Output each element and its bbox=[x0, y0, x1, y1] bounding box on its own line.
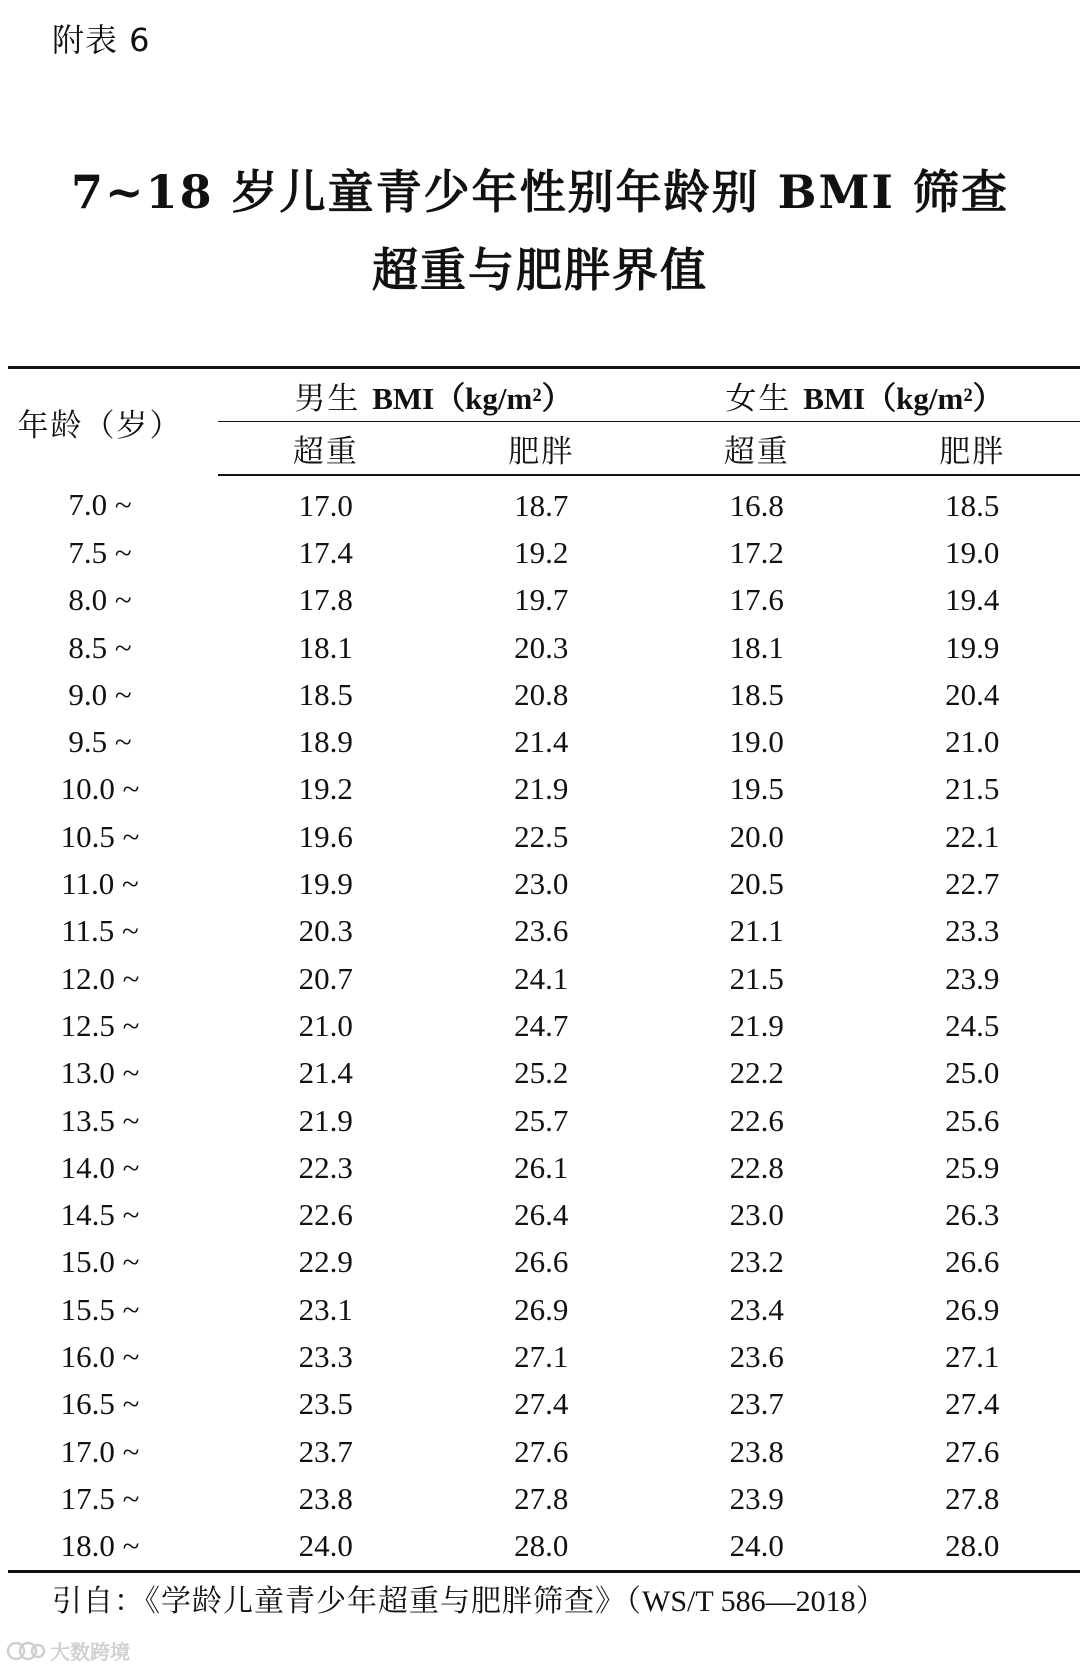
table-row bbox=[8, 1050, 1080, 1097]
cell-female-overweight: 20.5 bbox=[729, 866, 784, 902]
bmi-cutoff-table bbox=[8, 366, 1080, 1573]
cell-female-obese: 19.4 bbox=[945, 582, 1000, 618]
cell-female-overweight: 23.4 bbox=[729, 1291, 784, 1327]
cell-male-obese: 19.2 bbox=[514, 534, 569, 570]
cell-age: 12.0 ~ bbox=[60, 960, 140, 996]
cell-male-obese: 27.8 bbox=[514, 1480, 569, 1516]
cell-male-obese: 18.7 bbox=[514, 487, 569, 523]
cell-male-obese: 25.7 bbox=[514, 1102, 569, 1138]
cell-male-obese: 27.6 bbox=[514, 1433, 569, 1469]
cell-male-overweight: 19.2 bbox=[298, 771, 353, 807]
watermark bbox=[6, 1636, 130, 1665]
source-suffix: ） bbox=[855, 1584, 887, 1619]
title-line-2: 超重与肥胖界值 bbox=[372, 243, 708, 297]
cell-age: 8.5 ~ bbox=[68, 629, 132, 665]
female-group-label: 女生 bbox=[725, 380, 792, 417]
cell-male-overweight: 21.9 bbox=[298, 1102, 353, 1138]
cell-male-overweight: 17.4 bbox=[298, 534, 353, 570]
cell-male-obese: 26.4 bbox=[514, 1197, 569, 1233]
cell-age: 15.5 ~ bbox=[60, 1291, 140, 1327]
cell-female-obese: 28.0 bbox=[865, 1523, 1080, 1572]
table-row bbox=[8, 1523, 1080, 1572]
cell-male-obese: 26.9 bbox=[514, 1291, 569, 1327]
table-row bbox=[8, 1191, 1080, 1238]
cell-age: 8.0 ~ bbox=[68, 582, 132, 618]
cell-male-obese: 23.6 bbox=[514, 913, 569, 949]
cell-male-obese: 21.9 bbox=[514, 771, 569, 807]
cell-male-overweight: 18.5 bbox=[298, 676, 353, 712]
cell-age: 10.0 ~ bbox=[60, 771, 140, 807]
cell-female-obese: 27.6 bbox=[945, 1433, 1000, 1469]
cell-female-overweight: 19.0 bbox=[729, 724, 784, 760]
table-row bbox=[8, 1286, 1080, 1333]
cell-female-overweight: 21.5 bbox=[729, 960, 784, 996]
cell-female-obese: 21.0 bbox=[945, 724, 1000, 760]
cell-female-overweight: 18.5 bbox=[729, 676, 784, 712]
male-group-unit: BMI（kg/m²） bbox=[372, 380, 573, 416]
table-row bbox=[8, 1333, 1080, 1380]
cell-age: 15.0 ~ bbox=[60, 1244, 140, 1280]
cell-male-overweight: 22.9 bbox=[298, 1244, 353, 1280]
cell-age: 13.5 ~ bbox=[60, 1102, 140, 1138]
cell-female-obese: 25.6 bbox=[945, 1102, 1000, 1138]
cell-female-obese: 22.1 bbox=[945, 818, 1000, 854]
table-body bbox=[8, 475, 1080, 1571]
cell-age: 9.5 ~ bbox=[68, 724, 132, 760]
female-overweight-header: 超重 bbox=[649, 422, 865, 476]
cell-male-overweight: 17.8 bbox=[298, 582, 353, 618]
watermark-text: 大数跨境 bbox=[50, 1640, 130, 1664]
cell-male-overweight: 23.3 bbox=[298, 1338, 353, 1374]
cell-age: 7.5 ~ bbox=[68, 534, 132, 570]
age-column-header: 年龄（岁） bbox=[8, 368, 218, 476]
cell-male-obese: 24.7 bbox=[514, 1007, 569, 1043]
cell-female-obese: 19.9 bbox=[945, 629, 1000, 665]
cell-age: 14.0 ~ bbox=[60, 1149, 140, 1185]
brand-logo-icon bbox=[6, 1638, 46, 1664]
cell-female-overweight: 20.0 bbox=[729, 818, 784, 854]
cell-age: 11.0 ~ bbox=[61, 866, 139, 902]
title-line-1: 7~18 岁儿童青少年性别年龄别 BMI 筛查 bbox=[71, 165, 1009, 219]
table-row bbox=[8, 624, 1080, 671]
cell-female-overweight: 23.9 bbox=[729, 1480, 784, 1516]
cell-male-overweight: 18.9 bbox=[298, 724, 353, 760]
cell-male-overweight: 21.0 bbox=[298, 1007, 353, 1043]
cell-female-obese: 26.3 bbox=[945, 1197, 1000, 1233]
cell-female-overweight: 21.9 bbox=[729, 1007, 784, 1043]
cell-age: 7.0 ~ bbox=[68, 487, 132, 523]
male-group-label: 男生 bbox=[294, 380, 361, 417]
cell-male-overweight: 24.0 bbox=[218, 1523, 434, 1572]
cell-female-obese: 26.9 bbox=[945, 1291, 1000, 1327]
cell-female-obese: 19.0 bbox=[945, 534, 1000, 570]
table-row bbox=[8, 671, 1080, 718]
cell-age: 12.5 ~ bbox=[60, 1007, 140, 1043]
cell-female-overweight: 23.2 bbox=[729, 1244, 784, 1280]
cell-male-obese: 26.1 bbox=[514, 1149, 569, 1185]
table-row bbox=[8, 529, 1080, 576]
cell-male-overweight: 23.5 bbox=[298, 1386, 353, 1422]
female-obese-header: 肥胖 bbox=[865, 422, 1080, 476]
cell-female-obese: 27.8 bbox=[945, 1480, 1000, 1516]
cell-female-overweight: 23.0 bbox=[729, 1197, 784, 1233]
cell-female-overweight: 22.2 bbox=[729, 1055, 784, 1091]
cell-male-obese: 28.0 bbox=[434, 1523, 650, 1572]
female-group-unit: BMI（kg/m²） bbox=[803, 380, 1004, 416]
cell-age: 18.0 ~ bbox=[8, 1523, 218, 1572]
cell-female-overweight: 18.1 bbox=[729, 629, 784, 665]
cell-age: 10.5 ~ bbox=[60, 818, 140, 854]
appendix-label: 附表 6 bbox=[52, 21, 151, 59]
cell-male-obese: 19.7 bbox=[514, 582, 569, 618]
cell-male-overweight: 17.0 bbox=[298, 487, 353, 523]
table-row bbox=[8, 1239, 1080, 1286]
cell-female-obese: 27.1 bbox=[945, 1338, 1000, 1374]
cell-female-obese: 18.5 bbox=[945, 487, 1000, 523]
cell-male-obese: 20.8 bbox=[514, 676, 569, 712]
cell-female-obese: 23.3 bbox=[945, 913, 1000, 949]
document-title bbox=[0, 158, 1080, 304]
cell-female-obese: 22.7 bbox=[945, 866, 1000, 902]
cell-male-overweight: 23.1 bbox=[298, 1291, 353, 1327]
table-row bbox=[8, 1381, 1080, 1428]
cell-male-overweight: 20.7 bbox=[298, 960, 353, 996]
cell-male-obese: 22.5 bbox=[514, 818, 569, 854]
table-row bbox=[8, 1097, 1080, 1144]
cell-male-overweight: 23.7 bbox=[298, 1433, 353, 1469]
cell-female-obese: 25.0 bbox=[945, 1055, 1000, 1091]
cell-female-overweight: 23.8 bbox=[729, 1433, 784, 1469]
table-row bbox=[8, 1428, 1080, 1475]
female-group-header bbox=[649, 368, 1080, 422]
male-obese-header: 肥胖 bbox=[434, 422, 650, 476]
cell-male-obese: 23.0 bbox=[514, 866, 569, 902]
table-row bbox=[8, 813, 1080, 860]
male-overweight-header: 超重 bbox=[218, 422, 434, 476]
table-row bbox=[8, 475, 1080, 529]
cell-age: 17.5 ~ bbox=[60, 1480, 140, 1516]
cell-age: 14.5 ~ bbox=[60, 1197, 140, 1233]
cell-female-obese: 26.6 bbox=[945, 1244, 1000, 1280]
cell-female-overweight: 23.6 bbox=[729, 1338, 784, 1374]
cell-female-overweight: 22.8 bbox=[729, 1149, 784, 1185]
table-row bbox=[8, 955, 1080, 1002]
table-row bbox=[8, 1144, 1080, 1191]
cell-male-obese: 26.6 bbox=[514, 1244, 569, 1280]
cell-female-overweight: 16.8 bbox=[729, 487, 784, 523]
table-row bbox=[8, 1475, 1080, 1522]
cell-male-overweight: 20.3 bbox=[298, 913, 353, 949]
cell-age: 13.0 ~ bbox=[60, 1055, 140, 1091]
cell-female-obese: 24.5 bbox=[945, 1007, 1000, 1043]
cell-female-obese: 21.5 bbox=[945, 771, 1000, 807]
cell-female-obese: 23.9 bbox=[945, 960, 1000, 996]
cell-male-obese: 27.1 bbox=[514, 1338, 569, 1374]
cell-female-overweight: 21.1 bbox=[729, 913, 784, 949]
table-row bbox=[8, 860, 1080, 907]
table-header bbox=[8, 368, 1080, 476]
cell-male-overweight: 21.4 bbox=[298, 1055, 353, 1091]
table-row bbox=[8, 1002, 1080, 1049]
table-row bbox=[8, 766, 1080, 813]
cell-male-overweight: 18.1 bbox=[298, 629, 353, 665]
cell-female-overweight: 22.6 bbox=[729, 1102, 784, 1138]
cell-male-obese: 24.1 bbox=[514, 960, 569, 996]
cell-male-overweight: 19.6 bbox=[298, 818, 353, 854]
cell-age: 16.5 ~ bbox=[60, 1386, 140, 1422]
source-citation bbox=[52, 1580, 887, 1624]
table-row bbox=[8, 718, 1080, 765]
cell-female-obese: 25.9 bbox=[945, 1149, 1000, 1185]
cell-male-overweight: 23.8 bbox=[298, 1480, 353, 1516]
cell-male-overweight: 22.3 bbox=[298, 1149, 353, 1185]
cell-age: 17.0 ~ bbox=[60, 1433, 140, 1469]
source-prefix: 引自：《学龄儿童青少年超重与肥胖筛查》（ bbox=[52, 1584, 642, 1619]
male-group-header bbox=[218, 368, 649, 422]
cell-female-overweight: 24.0 bbox=[649, 1523, 865, 1572]
cell-male-overweight: 22.6 bbox=[298, 1197, 353, 1233]
cell-female-overweight: 17.2 bbox=[729, 534, 784, 570]
cell-female-obese: 27.4 bbox=[945, 1386, 1000, 1422]
cell-male-overweight: 19.9 bbox=[298, 866, 353, 902]
table-row bbox=[8, 577, 1080, 624]
cell-age: 11.5 ~ bbox=[61, 913, 139, 949]
cell-male-obese: 27.4 bbox=[514, 1386, 569, 1422]
cell-male-obese: 20.3 bbox=[514, 629, 569, 665]
cell-age: 16.0 ~ bbox=[60, 1338, 140, 1374]
cell-male-obese: 21.4 bbox=[514, 724, 569, 760]
cell-female-overweight: 17.6 bbox=[729, 582, 784, 618]
cell-age: 9.0 ~ bbox=[68, 676, 132, 712]
cell-female-overweight: 19.5 bbox=[729, 771, 784, 807]
cell-female-obese: 20.4 bbox=[945, 676, 1000, 712]
table-row bbox=[8, 908, 1080, 955]
source-standard-code: WS/T 586—2018 bbox=[642, 1585, 856, 1618]
cell-female-overweight: 23.7 bbox=[729, 1386, 784, 1422]
cell-male-obese: 25.2 bbox=[514, 1055, 569, 1091]
